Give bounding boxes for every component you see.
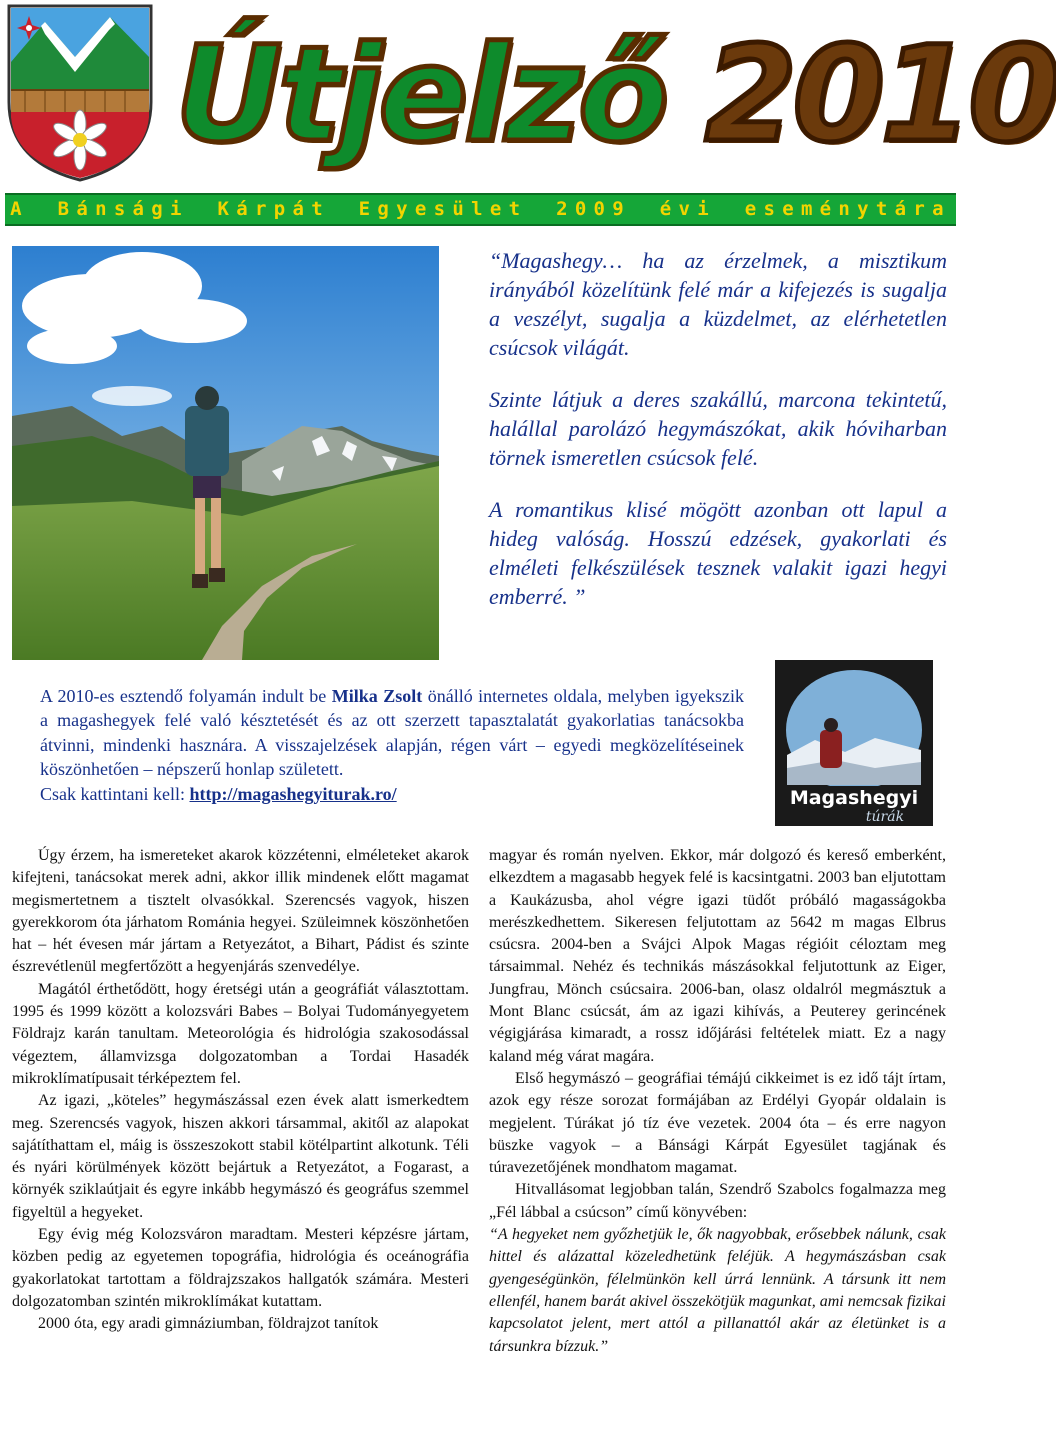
intro-quote — [489, 246, 947, 611]
announcement-before-name: A 2010-es esztendő folyamán indult be — [40, 686, 332, 706]
magashegyi-turak-logo[interactable] — [775, 660, 933, 826]
quote-paragraph-2: Szinte látjuk a deres szakállú, marcona tekintetű, halállal parolázó hegymászókat, akik hóviharban törnek ismeretlen csúcsok felé. — [489, 387, 947, 470]
website-announcement — [12, 684, 744, 806]
masthead-title-text: Útjelző — [175, 18, 665, 172]
subtitle-strip — [5, 193, 956, 226]
quote-paragraph-1: “Magashegy… ha az érzelmek, a misztikum irányából közelítünk felé már a kifejezés is sugalja a veszélyt, sugalja a küzdelmet, az elérhetetlen csúcsok világát. — [489, 248, 947, 360]
subtitle-strip-text: A Bánsági Kárpát Egyesület 2009 évi eseménytára — [10, 198, 951, 220]
right-paragraph-4: “A hegyeket nem győzhetjük le, ők nagyobbak, erősebbek nálunk, csak hittel és alázattal közeledhetünk feléjük. A hegymászásban csak gyengeségünkön, félelmünkön kell úrrá lennünk. A társunk itt nem ellenfél, hanem barát akivel összekötjük magunkat, ami nemcsak fizikai kapcsolatot jelent, mert attól a pillanattól akár az életünket is a társunkra bízzuk.” — [489, 1226, 946, 1355]
left-paragraph-3: Az igazi, „köteles” hegymászással ezen évek alatt ismerkedtem meg. Szerencsés vagyok, hiszen akkori társammal, akitől az alapokat sajátíthattam el, máig is összeszokott stabil kötélpartint alkotunk. Téli és nyári körülmények között bejártuk a Retyezátot, a Fogarast, a környék sziklaútjait és egyre inkább hegymászó és geográfus szemmel figyeltül a hegyeket. — [12, 1092, 469, 1221]
club-crest — [5, 2, 155, 182]
logo-subtitle: túrák — [865, 809, 905, 825]
hiker-photo — [12, 246, 439, 660]
announcement-link-line — [12, 782, 744, 806]
left-paragraph-4: Egy évig még Kolozsváron maradtam. Mesteri képzésre jártam, közben pedig az egyetemen topográfia, hidrológia és oceánográfia gyakorlatokat tartottam a földrajzszakos hallgatók számára. Mesteri dolgozatomban szintén mikroklímákat kutattam. — [12, 1226, 469, 1310]
website-link[interactable]: http://magashegyiturak.ro/ — [189, 783, 397, 804]
right-paragraph-2: Első hegymászó – geográfiai témájú cikkeimet is ez idő tájt írtam, azok egy része sorozat formájában az Erdélyi Gyopár oldalain is megjelent. Túrákat jó tíz éve vezetek. 2004 óta – és erre nagyon büszke vagyok – a Bánsági Kárpát Egyesület tagjának és túravezetőjének mondhatom magamat. — [489, 1069, 946, 1177]
announcement-after-name: önálló internetes oldala, melyben igyekszik a magashegyek felé való késztetését és az ott szerzett tapasztalatát gyakorlatias tanácsokba átvinni, mindenki hasznára. A visszajelzések alapján, régen várt – egyedi megközelítéseinek köszönhetően – népszerű honlap született. — [40, 686, 744, 780]
right-paragraph-1: magyar és román nyelven. Ekkor, már dolgozó és kereső emberként, elkezdtem a magasabb hegyek felé is kacsintgatni. 2003 ban eljutottam a Kaukázusba, ahol végre igazi tüdőt próbáló magasságokba merészkedhettem. Sikeresen feljutottam az 5642 m magas Elbrus csúcsra. 2004-ben a Svájci Alpok Magas régióit céloztam meg társaimmal. Nehéz és technikás mászásokkal feljutottunk az Eiger, Jungfrau, Mönch csúcsaira. 2006-ban, olasz oldalról megmásztuk a Mont Blanc csúcsát, ám az igazi kihívás, a Peuterey gerincének végigjárása kimaradt, a rossz időjárási feltételek miatt. Ez a nagy kaland még várat magára. — [489, 847, 946, 1065]
author-name: Milka Zsolt — [331, 686, 423, 706]
left-paragraph-1: Úgy érzem, ha ismereteket akarok közzétenni, elméleteket akarok kifejteni, tanácsokat merek adni, akkor illik mindenek előtt magamat megismertetnem a tisztelt olvasókkal. Szerencsés vagyok, hiszen gyerekkorom óta járhatom Románia hegyei. Szüleimnek köszönhetően hat – hét évesen már jártam a Retyezátot, a Bihart, Pádist és szinte észrevétlenül megfertőzött a hegyenjárás szenvedélye. — [12, 847, 469, 976]
masthead-year: 2010 — [704, 18, 1056, 172]
quote-paragraph-3: A romantikus klisé mögött azonban ott lapul a hideg valóság. Hosszú edzések, gyakorlati és elméleti felkészülések tesznek valakit igazi hegyi emberré. ” — [489, 497, 947, 609]
right-column — [489, 845, 946, 1358]
logo-title: Magashegyi — [789, 787, 919, 809]
left-paragraph-2: Magától érthetődött, hogy éretségi után a geográfiát választottam. 1995 és 1999 között a kolozsvári Babes – Bolyai Tudományegyetem Földrajz karán tanultam. Meteorológia és hidrológia szakosodással végeztem, államvizsga dolgozatomban a Tordai Hasadék mikroklímatípusait térképeztem fel. — [12, 980, 469, 1087]
right-paragraph-3: Hitvallásomat legjobban talán, Szendrő Szabolcs fogalmazza meg „Fél lábbal a csúcson” című könyvében: — [489, 1181, 946, 1221]
link-prefix: Csak kattintani kell: — [40, 783, 190, 804]
left-column — [12, 845, 469, 1336]
left-paragraph-5: 2000 óta, egy aradi gimnáziumban, földrajzot tanítok — [38, 1315, 379, 1333]
announcement-text — [12, 684, 744, 782]
masthead-title — [175, 0, 1056, 190]
